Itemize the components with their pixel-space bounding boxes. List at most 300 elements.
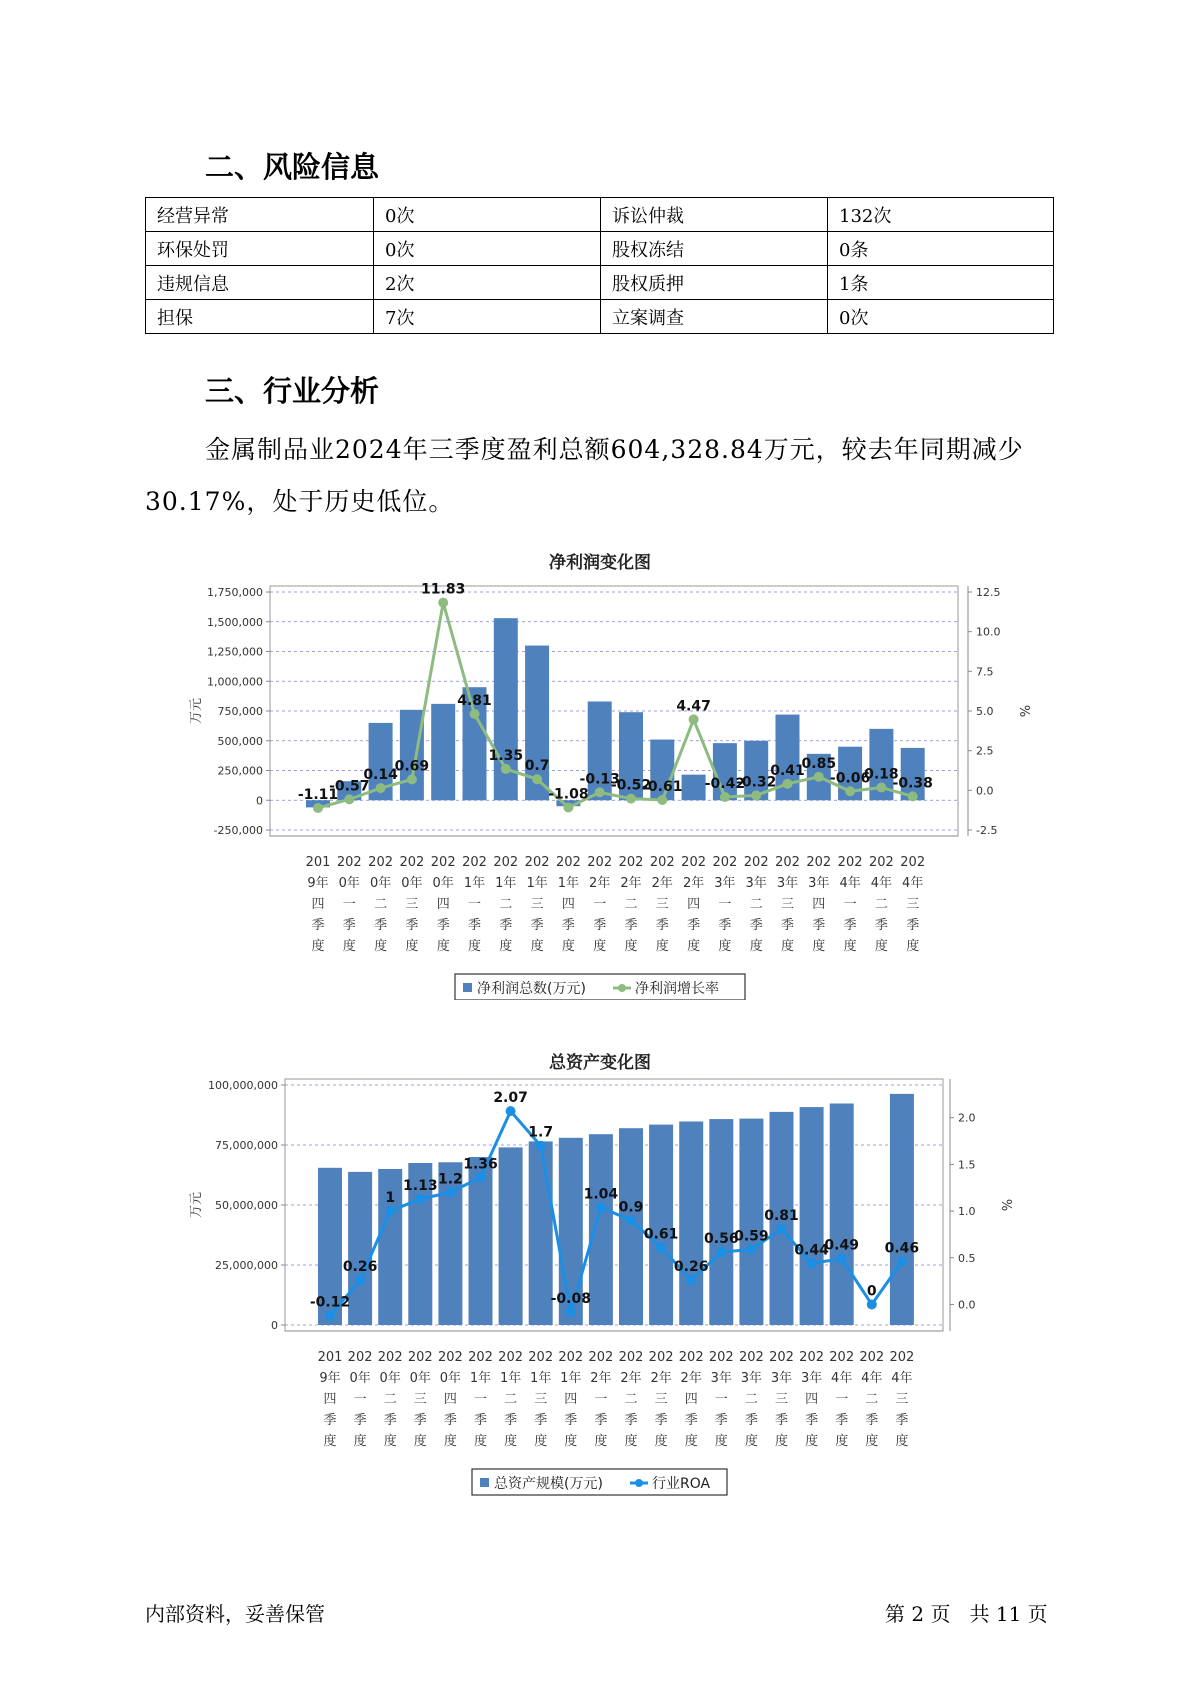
x-tick-label: 一: [342, 897, 356, 912]
x-tick-label: 季: [467, 918, 482, 933]
x-tick-label: 4年: [839, 876, 861, 891]
x-tick-label: 度: [594, 1434, 608, 1449]
data-label: -0.61: [642, 779, 683, 796]
x-tick-label: 度: [374, 939, 388, 954]
data-label: 0.46: [884, 1240, 920, 1257]
bar: [589, 1134, 613, 1325]
y2-tick-label: 0.0: [976, 784, 994, 798]
data-label: 1.04: [583, 1186, 619, 1203]
x-tick-label: 季: [342, 918, 356, 933]
bar: [739, 1119, 763, 1325]
x-tick-label: 0年: [349, 1371, 371, 1386]
x-tick-label: 9年: [307, 876, 329, 891]
x-tick-label: 202: [558, 1350, 584, 1365]
line-point: [626, 794, 636, 804]
x-tick-label: 季: [655, 918, 669, 933]
x-tick-label: 度: [655, 939, 669, 954]
x-tick-label: 二: [874, 897, 888, 912]
x-tick-label: 度: [504, 1434, 518, 1449]
data-label: 2.07: [493, 1090, 528, 1107]
data-label: 0.9: [618, 1199, 644, 1216]
net-profit-chart: [0, 540, 1191, 1000]
chart-title: 净利润变化图: [549, 553, 651, 573]
x-tick-label: 2年: [620, 876, 642, 891]
x-tick-label: 202: [437, 1350, 463, 1365]
x-tick-label: 季: [473, 1413, 488, 1428]
y-tick-label: 500,000: [217, 734, 263, 748]
footer-confidential: 内部资料，妥善保管: [145, 1602, 325, 1626]
data-label: 0.59: [734, 1228, 769, 1245]
footer-page-number: 第 2 页 共 11 页: [885, 1602, 1048, 1626]
x-tick-label: 202: [829, 1350, 855, 1365]
x-tick-label: 四: [687, 897, 701, 912]
legend-swatch-bar: [463, 983, 472, 992]
table-cell: 0次: [374, 232, 601, 266]
table-cell: 违规信息: [146, 266, 374, 300]
section-title-risk: 二、风险信息: [205, 150, 380, 184]
x-tick-label: 度: [311, 939, 325, 954]
line-point: [476, 1172, 486, 1182]
x-tick-label: 一: [594, 1392, 608, 1407]
x-tick-label: 度: [835, 1434, 849, 1449]
x-tick-label: 度: [718, 939, 732, 954]
x-tick-label: 202: [528, 1350, 554, 1365]
x-tick-label: 季: [374, 918, 388, 933]
bar: [682, 775, 706, 801]
data-label: 1.36: [463, 1156, 498, 1173]
x-tick-label: 季: [593, 918, 607, 933]
x-tick-label: 度: [812, 939, 826, 954]
bar: [431, 704, 455, 800]
x-tick-label: 四: [564, 1392, 578, 1407]
line-point: [344, 794, 354, 804]
x-tick-label: 0年: [338, 876, 360, 891]
x-tick-label: 三: [413, 1392, 427, 1407]
line-point: [415, 1194, 425, 1204]
x-tick-label: 二: [504, 1392, 518, 1407]
x-tick-label: 三: [534, 1392, 548, 1407]
x-tick-label: 二: [374, 897, 388, 912]
line-point: [355, 1275, 365, 1285]
x-tick-label: 二: [624, 1392, 638, 1407]
x-tick-label: 202: [649, 855, 675, 870]
x-tick-label: 202: [618, 855, 644, 870]
x-tick-label: 3年: [740, 1371, 763, 1386]
x-tick-label: 度: [714, 1434, 728, 1449]
x-tick-label: 度: [624, 1434, 638, 1449]
x-tick-label: 一: [473, 1392, 488, 1407]
x-tick-label: 季: [805, 1413, 819, 1428]
data-label: 0.85: [801, 755, 837, 772]
line-point: [686, 1275, 696, 1285]
bar: [890, 1094, 914, 1325]
x-tick-label: 1年: [557, 876, 580, 891]
data-label: 0.49: [824, 1237, 859, 1254]
x-tick-label: 一: [843, 897, 857, 912]
line-point: [807, 1258, 817, 1268]
x-tick-label: 度: [342, 939, 356, 954]
line-point: [746, 1244, 756, 1254]
x-tick-label: 202: [712, 855, 738, 870]
table-cell: 立案调查: [601, 300, 828, 334]
x-tick-label: 2年: [651, 876, 673, 891]
x-tick-label: 202: [678, 1350, 704, 1365]
x-tick-label: 季: [443, 1413, 457, 1428]
x-tick-label: 季: [499, 918, 513, 933]
x-tick-label: 季: [534, 1413, 548, 1428]
y-tick-label: 25,000,000: [215, 1259, 278, 1272]
x-tick-label: 度: [654, 1434, 668, 1449]
x-tick-label: 三: [530, 897, 544, 912]
x-tick-label: 1年: [463, 876, 486, 891]
x-tick-label: 二: [749, 897, 763, 912]
data-label: 0.81: [764, 1207, 799, 1224]
data-label: 1.2: [437, 1171, 463, 1188]
line-point: [720, 792, 730, 802]
x-tick-label: 季: [654, 1413, 668, 1428]
x-tick-label: 一: [467, 897, 482, 912]
x-tick-label: 季: [530, 918, 544, 933]
bar: [709, 1119, 733, 1325]
x-tick-label: 三: [405, 897, 419, 912]
x-tick-label: 度: [684, 1434, 698, 1449]
data-label: 0: [866, 1283, 877, 1300]
x-tick-label: 2年: [590, 1371, 612, 1386]
y-tick-label: 100,000,000: [208, 1079, 278, 1092]
data-label: -0.12: [309, 1294, 351, 1311]
line-point: [626, 1215, 636, 1225]
legend-label: 净利润增长率: [635, 981, 719, 997]
x-tick-label: 季: [684, 1413, 698, 1428]
x-tick-label: 季: [624, 918, 638, 933]
x-tick-label: 三: [780, 897, 795, 912]
bar: [649, 1125, 673, 1325]
data-label: 0.14: [363, 767, 398, 784]
bar: [348, 1172, 372, 1325]
table-cell: 诉讼仲裁: [601, 198, 828, 232]
x-tick-label: 202: [837, 855, 863, 870]
x-tick-label: 0年: [379, 1371, 401, 1386]
x-tick-label: 四: [436, 897, 450, 912]
x-tick-label: 202: [859, 1350, 885, 1365]
x-tick-label: 4年: [861, 1371, 883, 1386]
data-label: 0.7: [524, 758, 550, 775]
table-cell: 132次: [828, 198, 1054, 232]
line-point: [470, 709, 480, 719]
x-tick-label: 季: [774, 1413, 789, 1428]
line-point: [897, 1256, 907, 1266]
risk-info-table: [145, 197, 1054, 334]
x-tick-label: 202: [407, 1350, 433, 1365]
x-tick-label: 季: [594, 1413, 608, 1428]
x-tick-label: 度: [624, 939, 638, 954]
x-tick-label: 度: [906, 939, 920, 954]
data-label: -0.42: [704, 775, 746, 792]
x-tick-label: 四: [311, 897, 325, 912]
table-cell: 2次: [374, 266, 601, 300]
x-tick-label: 4年: [891, 1371, 913, 1386]
x-tick-label: 一: [714, 1392, 728, 1407]
table-cell: 0次: [374, 198, 601, 232]
x-tick-label: 三: [895, 1392, 909, 1407]
data-label: 0.69: [394, 758, 430, 775]
x-tick-label: 202: [368, 855, 394, 870]
x-tick-label: 季: [874, 918, 888, 933]
line-point: [325, 1311, 335, 1321]
line-point: [908, 791, 918, 801]
x-tick-label: 度: [780, 939, 795, 954]
x-tick-label: 0年: [409, 1371, 431, 1386]
y2-axis-title: %: [1016, 704, 1031, 718]
x-tick-label: 一: [835, 1392, 849, 1407]
x-tick-label: 度: [467, 939, 482, 954]
x-tick-label: 3年: [770, 1371, 793, 1386]
bar: [830, 1103, 854, 1325]
line-point: [501, 764, 511, 774]
x-tick-label: 0年: [401, 876, 423, 891]
table-cell: 0次: [828, 300, 1054, 334]
x-tick-label: 季: [687, 918, 701, 933]
x-tick-label: 4年: [870, 876, 893, 891]
table-cell: 7次: [374, 300, 601, 334]
x-tick-label: 度: [383, 1434, 397, 1449]
x-tick-label: 202: [377, 1350, 403, 1365]
y2-tick-label: 0.0: [958, 1298, 976, 1312]
y-tick-label: 750,000: [217, 705, 263, 718]
line-point: [445, 1187, 455, 1197]
legend-swatch-point: [618, 984, 626, 992]
bar: [529, 1141, 553, 1325]
x-tick-label: 季: [865, 1413, 879, 1428]
line-point: [716, 1247, 726, 1257]
y-tick-label: 75,000,000: [215, 1139, 278, 1152]
data-label: -0.08: [550, 1290, 591, 1307]
line-point: [777, 1224, 787, 1234]
x-tick-label: 一: [718, 897, 732, 912]
bar: [679, 1121, 703, 1325]
table-cell: 担保: [146, 300, 374, 334]
x-tick-label: 202: [493, 855, 519, 870]
x-tick-label: 季: [835, 1413, 849, 1428]
data-label: 0.41: [770, 762, 805, 779]
x-tick-label: 季: [323, 1413, 337, 1428]
x-tick-label: 202: [648, 1350, 674, 1365]
x-tick-label: 2年: [589, 876, 611, 891]
x-tick-label: 202: [588, 1350, 614, 1365]
table-cell: 经营异常: [146, 198, 374, 232]
x-tick-label: 三: [655, 897, 669, 912]
line-point: [814, 772, 824, 782]
x-tick-label: 202: [708, 1350, 734, 1365]
x-tick-label: 202: [900, 855, 926, 870]
x-tick-label: 二: [744, 1392, 758, 1407]
x-tick-label: 202: [347, 1350, 373, 1365]
x-tick-label: 季: [714, 1413, 728, 1428]
line-point: [438, 598, 448, 608]
data-label: 0.18: [864, 766, 899, 783]
line-point: [563, 802, 573, 812]
line-point: [385, 1206, 395, 1216]
x-tick-label: 1年: [499, 1371, 522, 1386]
x-tick-label: 季: [718, 918, 732, 933]
line-point: [313, 803, 323, 813]
x-tick-label: 201: [305, 855, 331, 870]
line-point: [845, 786, 855, 796]
y2-tick-label: 5.0: [976, 705, 994, 718]
x-tick-label: 0年: [439, 1371, 462, 1386]
chart-title: 总资产变化图: [549, 1053, 651, 1073]
x-tick-label: 3年: [776, 876, 799, 891]
x-tick-label: 四: [323, 1392, 337, 1407]
x-tick-label: 二: [865, 1392, 879, 1407]
y-tick-label: 0: [271, 1319, 278, 1332]
y2-tick-label: 2.0: [958, 1111, 976, 1125]
x-tick-label: 9年: [319, 1371, 341, 1386]
data-label: 0.61: [643, 1226, 679, 1243]
x-tick-label: 3年: [808, 876, 830, 891]
x-tick-label: 202: [743, 855, 769, 870]
line-point: [536, 1141, 546, 1151]
y2-tick-label: 2.5: [976, 744, 994, 758]
x-tick-label: 202: [775, 855, 800, 870]
x-tick-label: 1年: [526, 876, 548, 891]
x-tick-label: 季: [812, 918, 826, 933]
x-tick-label: 202: [468, 1350, 493, 1365]
data-label: 1: [385, 1190, 396, 1207]
x-tick-label: 季: [906, 918, 920, 933]
y-axis-title: 万元: [189, 697, 204, 725]
y-axis-title: 万元: [189, 1191, 204, 1219]
legend-label: 总资产规模(万元): [494, 1476, 603, 1492]
line-point: [656, 1242, 666, 1252]
x-tick-label: 度: [749, 939, 763, 954]
data-label: 11.83: [421, 581, 466, 598]
y-tick-label: 1,250,000: [207, 645, 263, 659]
x-tick-label: 202: [868, 855, 894, 870]
x-tick-label: 2年: [680, 1371, 702, 1386]
x-tick-label: 度: [687, 939, 701, 954]
x-tick-label: 一: [593, 897, 607, 912]
line-point: [837, 1254, 847, 1264]
x-tick-label: 四: [805, 1392, 819, 1407]
x-tick-label: 202: [524, 855, 550, 870]
x-tick-label: 1年: [495, 876, 517, 891]
x-tick-label: 3年: [714, 876, 736, 891]
x-tick-label: 1年: [530, 1371, 552, 1386]
data-label: 0.44: [794, 1242, 829, 1259]
line-point: [867, 1299, 877, 1309]
line-point: [407, 774, 417, 784]
x-tick-label: 二: [499, 897, 513, 912]
table-cell: 1条: [828, 266, 1054, 300]
x-tick-label: 202: [769, 1350, 794, 1365]
data-label: -0.06: [829, 770, 871, 787]
x-tick-label: 度: [895, 1434, 909, 1449]
x-tick-label: 0年: [432, 876, 454, 891]
x-tick-label: 度: [353, 1434, 367, 1449]
data-label: 4.47: [676, 698, 711, 715]
table-cell: 股权质押: [601, 266, 828, 300]
x-tick-label: 二: [624, 897, 638, 912]
x-tick-label: 202: [681, 855, 707, 870]
x-tick-label: 度: [443, 1434, 457, 1449]
x-tick-label: 202: [430, 855, 456, 870]
x-tick-label: 季: [353, 1413, 367, 1428]
x-tick-label: 三: [774, 1392, 789, 1407]
line-point: [876, 782, 886, 792]
x-tick-label: 季: [405, 918, 419, 933]
x-tick-label: 度: [561, 939, 575, 954]
y2-tick-label: 1.0: [958, 1205, 976, 1219]
data-label: -0.57: [329, 778, 370, 795]
x-tick-label: 季: [744, 1413, 758, 1428]
table-row: [146, 266, 1054, 300]
data-label: 0.56: [704, 1231, 739, 1248]
line-point: [783, 779, 793, 789]
data-label: -1.08: [548, 786, 589, 803]
y-tick-label: 250,000: [217, 764, 263, 778]
table-cell: 0条: [828, 232, 1054, 266]
x-tick-label: 度: [564, 1434, 578, 1449]
x-tick-label: 度: [843, 939, 857, 954]
total-assets-chart: [0, 1040, 1191, 1500]
x-tick-label: 度: [805, 1434, 819, 1449]
x-tick-label: 3年: [745, 876, 767, 891]
x-tick-label: 季: [780, 918, 795, 933]
x-tick-label: 202: [889, 1350, 915, 1365]
x-tick-label: 202: [498, 1350, 524, 1365]
legend-swatch-bar: [480, 1478, 489, 1487]
x-tick-label: 0年: [369, 876, 392, 891]
x-tick-label: 202: [806, 855, 832, 870]
x-tick-label: 季: [311, 918, 325, 933]
x-tick-label: 二: [383, 1392, 397, 1407]
legend-swatch-point: [635, 1479, 643, 1487]
x-tick-label: 度: [499, 939, 513, 954]
data-label: -0.32: [736, 774, 777, 791]
x-tick-label: 季: [624, 1413, 638, 1428]
table-row: [146, 300, 1054, 334]
x-tick-label: 1年: [560, 1371, 582, 1386]
line-point: [532, 774, 542, 784]
x-tick-label: 度: [530, 939, 544, 954]
y2-tick-label: 12.5: [976, 586, 1001, 599]
x-tick-label: 2年: [650, 1371, 672, 1386]
x-tick-label: 201: [317, 1350, 343, 1365]
bar: [499, 1147, 523, 1325]
x-tick-label: 季: [749, 918, 763, 933]
line-point: [657, 795, 667, 805]
x-tick-label: 季: [413, 1413, 427, 1428]
x-tick-label: 202: [462, 855, 487, 870]
line-point: [751, 790, 761, 800]
y2-tick-label: 10.0: [976, 625, 1001, 639]
data-label: 1.35: [488, 747, 524, 764]
x-tick-label: 202: [555, 855, 581, 870]
y-tick-label: 1,000,000: [207, 675, 263, 689]
x-tick-label: 度: [774, 1434, 789, 1449]
x-tick-label: 季: [895, 1413, 909, 1428]
x-tick-label: 3年: [710, 1371, 732, 1386]
x-tick-label: 度: [405, 939, 419, 954]
legend-label: 行业ROA: [652, 1476, 711, 1492]
y2-tick-label: 1.5: [958, 1158, 976, 1172]
y-tick-label: 1,750,000: [207, 586, 263, 599]
data-label: 1.7: [528, 1124, 554, 1141]
x-tick-label: 度: [534, 1434, 548, 1449]
table-row: [146, 232, 1054, 266]
x-tick-label: 度: [413, 1434, 427, 1449]
